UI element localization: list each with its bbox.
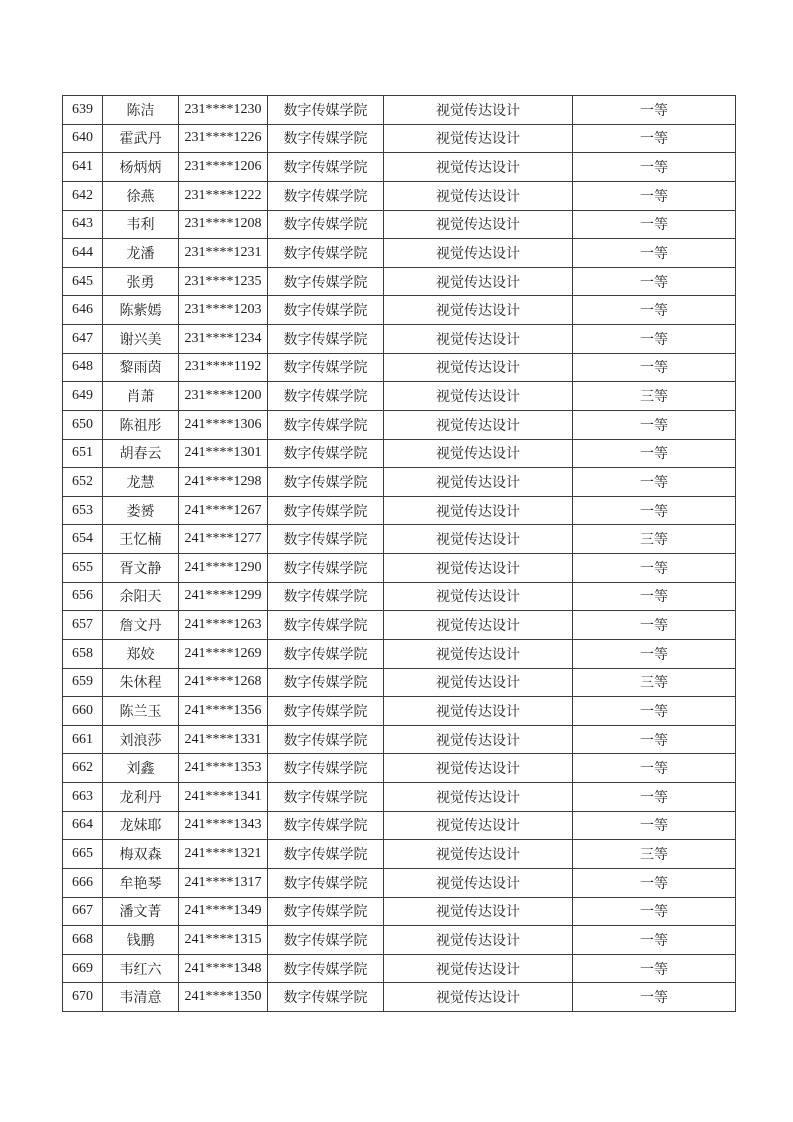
cell-name: 陈洁 xyxy=(103,96,179,125)
cell-name: 王忆楠 xyxy=(103,525,179,554)
cell-student-id: 241****1353 xyxy=(179,754,268,783)
cell-award: 三等 xyxy=(573,668,736,697)
cell-no: 661 xyxy=(63,725,103,754)
cell-award: 一等 xyxy=(573,811,736,840)
cell-award: 一等 xyxy=(573,296,736,325)
cell-name: 霍武丹 xyxy=(103,124,179,153)
cell-no: 651 xyxy=(63,439,103,468)
cell-no: 650 xyxy=(63,410,103,439)
cell-no: 660 xyxy=(63,697,103,726)
cell-name: 韦红六 xyxy=(103,954,179,983)
cell-name: 陈兰玉 xyxy=(103,697,179,726)
cell-student-id: 241****1263 xyxy=(179,611,268,640)
cell-no: 658 xyxy=(63,639,103,668)
cell-no: 643 xyxy=(63,210,103,239)
cell-no: 670 xyxy=(63,983,103,1012)
cell-major: 视觉传达设计 xyxy=(384,897,573,926)
cell-no: 662 xyxy=(63,754,103,783)
table-row xyxy=(63,496,736,525)
cell-college: 数字传媒学院 xyxy=(268,983,384,1012)
table-row xyxy=(63,181,736,210)
cell-student-id: 241****1341 xyxy=(179,783,268,812)
cell-student-id: 241****1331 xyxy=(179,725,268,754)
cell-student-id: 241****1298 xyxy=(179,468,268,497)
cell-college: 数字传媒学院 xyxy=(268,868,384,897)
cell-name: 娄赟 xyxy=(103,496,179,525)
cell-major: 视觉传达设计 xyxy=(384,639,573,668)
table-row xyxy=(63,353,736,382)
cell-major: 视觉传达设计 xyxy=(384,153,573,182)
cell-college: 数字传媒学院 xyxy=(268,153,384,182)
cell-major: 视觉传达设计 xyxy=(384,468,573,497)
cell-award: 一等 xyxy=(573,954,736,983)
cell-student-id: 241****1343 xyxy=(179,811,268,840)
cell-student-id: 231****1203 xyxy=(179,296,268,325)
cell-award: 一等 xyxy=(573,897,736,926)
cell-major: 视觉传达设计 xyxy=(384,611,573,640)
cell-award: 一等 xyxy=(573,582,736,611)
table-row xyxy=(63,325,736,354)
cell-name: 胡春云 xyxy=(103,439,179,468)
cell-student-id: 241****1306 xyxy=(179,410,268,439)
cell-award: 一等 xyxy=(573,410,736,439)
cell-major: 视觉传达设计 xyxy=(384,525,573,554)
cell-no: 652 xyxy=(63,468,103,497)
table-row xyxy=(63,439,736,468)
cell-award: 一等 xyxy=(573,926,736,955)
cell-major: 视觉传达设计 xyxy=(384,382,573,411)
cell-name: 龙利丹 xyxy=(103,783,179,812)
cell-name: 刘浪莎 xyxy=(103,725,179,754)
cell-no: 642 xyxy=(63,181,103,210)
cell-name: 余阳天 xyxy=(103,582,179,611)
cell-major: 视觉传达设计 xyxy=(384,181,573,210)
cell-college: 数字传媒学院 xyxy=(268,296,384,325)
cell-no: 654 xyxy=(63,525,103,554)
table-row xyxy=(63,582,736,611)
cell-college: 数字传媒学院 xyxy=(268,353,384,382)
cell-major: 视觉传达设计 xyxy=(384,353,573,382)
cell-no: 666 xyxy=(63,868,103,897)
cell-no: 647 xyxy=(63,325,103,354)
cell-major: 视觉传达设计 xyxy=(384,554,573,583)
cell-no: 655 xyxy=(63,554,103,583)
table-row xyxy=(63,897,736,926)
cell-major: 视觉传达设计 xyxy=(384,983,573,1012)
cell-no: 653 xyxy=(63,496,103,525)
cell-no: 663 xyxy=(63,783,103,812)
cell-no: 657 xyxy=(63,611,103,640)
cell-no: 659 xyxy=(63,668,103,697)
table-row xyxy=(63,954,736,983)
table-row xyxy=(63,868,736,897)
table-row xyxy=(63,96,736,125)
cell-student-id: 241****1269 xyxy=(179,639,268,668)
cell-college: 数字传媒学院 xyxy=(268,210,384,239)
cell-name: 龙妹耶 xyxy=(103,811,179,840)
cell-college: 数字传媒学院 xyxy=(268,410,384,439)
cell-award: 一等 xyxy=(573,153,736,182)
cell-award: 一等 xyxy=(573,439,736,468)
cell-student-id: 231****1226 xyxy=(179,124,268,153)
cell-major: 视觉传达设计 xyxy=(384,582,573,611)
cell-no: 641 xyxy=(63,153,103,182)
cell-major: 视觉传达设计 xyxy=(384,496,573,525)
cell-name: 韦清意 xyxy=(103,983,179,1012)
cell-award: 一等 xyxy=(573,267,736,296)
cell-college: 数字传媒学院 xyxy=(268,754,384,783)
cell-award: 一等 xyxy=(573,611,736,640)
cell-college: 数字传媒学院 xyxy=(268,96,384,125)
cell-major: 视觉传达设计 xyxy=(384,725,573,754)
cell-student-id: 241****1317 xyxy=(179,868,268,897)
cell-award: 一等 xyxy=(573,124,736,153)
cell-major: 视觉传达设计 xyxy=(384,124,573,153)
cell-student-id: 231****1235 xyxy=(179,267,268,296)
cell-name: 陈祖彤 xyxy=(103,410,179,439)
cell-award: 三等 xyxy=(573,525,736,554)
table-row xyxy=(63,210,736,239)
cell-college: 数字传媒学院 xyxy=(268,725,384,754)
table-row xyxy=(63,468,736,497)
cell-award: 一等 xyxy=(573,496,736,525)
table-row xyxy=(63,668,736,697)
cell-major: 视觉传达设计 xyxy=(384,811,573,840)
cell-name: 徐燕 xyxy=(103,181,179,210)
cell-student-id: 241****1348 xyxy=(179,954,268,983)
cell-name: 韦利 xyxy=(103,210,179,239)
cell-name: 肖萧 xyxy=(103,382,179,411)
table-row xyxy=(63,811,736,840)
cell-major: 视觉传达设计 xyxy=(384,210,573,239)
cell-major: 视觉传达设计 xyxy=(384,410,573,439)
cell-college: 数字传媒学院 xyxy=(268,468,384,497)
table-row xyxy=(63,525,736,554)
cell-name: 胥文静 xyxy=(103,554,179,583)
table-row xyxy=(63,639,736,668)
cell-major: 视觉传达设计 xyxy=(384,783,573,812)
cell-no: 664 xyxy=(63,811,103,840)
table-body xyxy=(63,96,736,1012)
cell-major: 视觉传达设计 xyxy=(384,697,573,726)
cell-name: 朱休程 xyxy=(103,668,179,697)
cell-name: 谢兴美 xyxy=(103,325,179,354)
table-row xyxy=(63,382,736,411)
table-row xyxy=(63,754,736,783)
cell-student-id: 241****1349 xyxy=(179,897,268,926)
cell-college: 数字传媒学院 xyxy=(268,181,384,210)
cell-name: 陈紫嫣 xyxy=(103,296,179,325)
cell-award: 一等 xyxy=(573,983,736,1012)
cell-name: 黎雨茵 xyxy=(103,353,179,382)
cell-no: 669 xyxy=(63,954,103,983)
cell-major: 视觉传达设计 xyxy=(384,239,573,268)
cell-college: 数字传媒学院 xyxy=(268,668,384,697)
cell-award: 一等 xyxy=(573,181,736,210)
cell-college: 数字传媒学院 xyxy=(268,439,384,468)
cell-major: 视觉传达设计 xyxy=(384,668,573,697)
table-row xyxy=(63,840,736,869)
cell-student-id: 241****1299 xyxy=(179,582,268,611)
cell-major: 视觉传达设计 xyxy=(384,439,573,468)
cell-award: 一等 xyxy=(573,353,736,382)
cell-major: 视觉传达设计 xyxy=(384,267,573,296)
cell-college: 数字传媒学院 xyxy=(268,840,384,869)
award-table xyxy=(62,95,736,1012)
cell-student-id: 241****1321 xyxy=(179,840,268,869)
cell-student-id: 231****1231 xyxy=(179,239,268,268)
cell-award: 一等 xyxy=(573,725,736,754)
cell-student-id: 241****1267 xyxy=(179,496,268,525)
cell-student-id: 241****1301 xyxy=(179,439,268,468)
table-row xyxy=(63,783,736,812)
cell-award: 一等 xyxy=(573,239,736,268)
cell-award: 一等 xyxy=(573,554,736,583)
cell-no: 646 xyxy=(63,296,103,325)
table-row xyxy=(63,239,736,268)
cell-college: 数字传媒学院 xyxy=(268,525,384,554)
cell-award: 一等 xyxy=(573,868,736,897)
cell-name: 张勇 xyxy=(103,267,179,296)
cell-award: 一等 xyxy=(573,96,736,125)
cell-college: 数字传媒学院 xyxy=(268,811,384,840)
cell-major: 视觉传达设计 xyxy=(384,868,573,897)
cell-student-id: 231****1208 xyxy=(179,210,268,239)
cell-award: 一等 xyxy=(573,697,736,726)
table-row xyxy=(63,296,736,325)
cell-college: 数字传媒学院 xyxy=(268,496,384,525)
cell-college: 数字传媒学院 xyxy=(268,267,384,296)
cell-no: 644 xyxy=(63,239,103,268)
cell-name: 钱鹏 xyxy=(103,926,179,955)
cell-name: 郑姣 xyxy=(103,639,179,668)
cell-name: 詹文丹 xyxy=(103,611,179,640)
cell-student-id: 241****1268 xyxy=(179,668,268,697)
cell-award: 三等 xyxy=(573,382,736,411)
cell-name: 龙潘 xyxy=(103,239,179,268)
cell-student-id: 231****1222 xyxy=(179,181,268,210)
cell-no: 639 xyxy=(63,96,103,125)
cell-major: 视觉传达设计 xyxy=(384,840,573,869)
cell-college: 数字传媒学院 xyxy=(268,926,384,955)
cell-college: 数字传媒学院 xyxy=(268,554,384,583)
cell-name: 刘鑫 xyxy=(103,754,179,783)
cell-college: 数字传媒学院 xyxy=(268,325,384,354)
cell-student-id: 231****1192 xyxy=(179,353,268,382)
cell-college: 数字传媒学院 xyxy=(268,639,384,668)
cell-college: 数字传媒学院 xyxy=(268,611,384,640)
cell-student-id: 231****1234 xyxy=(179,325,268,354)
cell-name: 龙慧 xyxy=(103,468,179,497)
cell-award: 一等 xyxy=(573,325,736,354)
table-row xyxy=(63,153,736,182)
cell-award: 一等 xyxy=(573,754,736,783)
cell-college: 数字传媒学院 xyxy=(268,697,384,726)
cell-name: 梅双森 xyxy=(103,840,179,869)
cell-award: 一等 xyxy=(573,783,736,812)
cell-college: 数字传媒学院 xyxy=(268,783,384,812)
cell-award: 一等 xyxy=(573,468,736,497)
cell-major: 视觉传达设计 xyxy=(384,325,573,354)
cell-student-id: 241****1315 xyxy=(179,926,268,955)
cell-no: 656 xyxy=(63,582,103,611)
cell-major: 视觉传达设计 xyxy=(384,296,573,325)
cell-no: 649 xyxy=(63,382,103,411)
table-row xyxy=(63,926,736,955)
cell-major: 视觉传达设计 xyxy=(384,926,573,955)
table-row xyxy=(63,554,736,583)
cell-no: 667 xyxy=(63,897,103,926)
cell-no: 665 xyxy=(63,840,103,869)
cell-college: 数字传媒学院 xyxy=(268,582,384,611)
table-row xyxy=(63,983,736,1012)
cell-award: 一等 xyxy=(573,210,736,239)
cell-name: 潘文菁 xyxy=(103,897,179,926)
cell-student-id: 231****1200 xyxy=(179,382,268,411)
cell-name: 牟艳琴 xyxy=(103,868,179,897)
cell-student-id: 231****1230 xyxy=(179,96,268,125)
cell-student-id: 241****1356 xyxy=(179,697,268,726)
cell-college: 数字传媒学院 xyxy=(268,897,384,926)
cell-award: 一等 xyxy=(573,639,736,668)
table-row xyxy=(63,697,736,726)
cell-name: 杨炳炳 xyxy=(103,153,179,182)
cell-college: 数字传媒学院 xyxy=(268,954,384,983)
cell-student-id: 241****1350 xyxy=(179,983,268,1012)
table-row xyxy=(63,611,736,640)
cell-award: 三等 xyxy=(573,840,736,869)
cell-no: 645 xyxy=(63,267,103,296)
cell-no: 648 xyxy=(63,353,103,382)
cell-college: 数字传媒学院 xyxy=(268,124,384,153)
cell-no: 640 xyxy=(63,124,103,153)
cell-major: 视觉传达设计 xyxy=(384,96,573,125)
cell-college: 数字传媒学院 xyxy=(268,382,384,411)
cell-major: 视觉传达设计 xyxy=(384,954,573,983)
cell-student-id: 231****1206 xyxy=(179,153,268,182)
cell-no: 668 xyxy=(63,926,103,955)
table-row xyxy=(63,410,736,439)
cell-student-id: 241****1277 xyxy=(179,525,268,554)
cell-college: 数字传媒学院 xyxy=(268,239,384,268)
cell-major: 视觉传达设计 xyxy=(384,754,573,783)
table-row xyxy=(63,267,736,296)
table-row xyxy=(63,725,736,754)
cell-student-id: 241****1290 xyxy=(179,554,268,583)
table-row xyxy=(63,124,736,153)
